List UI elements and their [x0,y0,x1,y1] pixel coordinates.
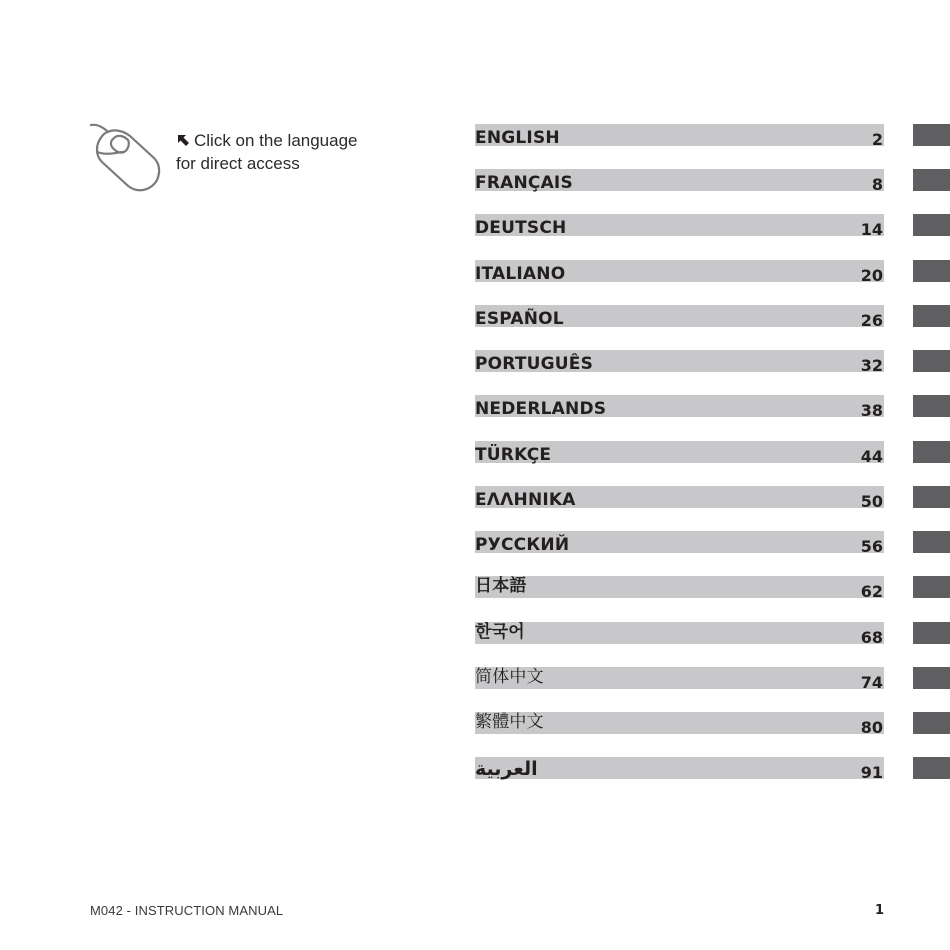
toc-bar [475,576,884,598]
toc-page-number: 91 [860,763,883,782]
toc-link-japanese[interactable] [475,576,950,599]
toc-bar [475,622,884,644]
toc-page-number: 38 [860,401,883,420]
arrow-up-left-icon [176,133,190,147]
toc-tab [913,531,950,553]
language-table-of-contents [475,0,950,800]
toc-link-turkce[interactable] [475,441,950,464]
toc-link-ellinika[interactable] [475,486,950,509]
toc-language-label: 日本語 [475,576,527,596]
toc-link-portugues[interactable] [475,350,950,373]
toc-link-english[interactable] [475,124,950,147]
toc-page-number: 80 [860,718,883,737]
toc-link-simplified-chinese[interactable] [475,667,950,690]
toc-tab [913,395,950,417]
toc-page-number: 32 [860,356,883,375]
toc-page-number: 50 [860,492,883,511]
toc-tab [913,350,950,372]
toc-page-number: 62 [860,582,883,601]
toc-language-label: PORTUGUÊS [475,354,594,374]
toc-page-number: 44 [860,447,883,466]
toc-tab [913,667,950,689]
toc-language-label: РУССКИЙ [475,535,570,555]
toc-link-espanol[interactable] [475,305,950,328]
toc-tab [913,757,950,779]
toc-language-label: DEUTSCH [475,218,567,238]
toc-page-number: 68 [860,628,883,647]
toc-link-francais[interactable] [475,169,950,192]
toc-language-label: 简体中文 [475,667,544,687]
toc-tab [913,305,950,327]
toc-page-number: 74 [860,673,883,692]
toc-language-label: ITALIANO [475,264,566,284]
hint-line-1 [176,129,358,152]
toc-link-deutsch[interactable] [475,214,950,237]
hint-text-line-2: for direct access [176,154,300,173]
navigation-hint [176,129,358,175]
toc-link-nederlands[interactable] [475,395,950,418]
toc-page-number: 20 [860,266,883,285]
toc-page-number: 56 [860,537,883,556]
toc-page-number: 14 [860,220,883,239]
mouse-icon [88,122,164,196]
toc-language-label: NEDERLANDS [475,399,607,419]
toc-tab [913,441,950,463]
toc-tab [913,214,950,236]
toc-language-label: 한국어 [475,622,525,642]
toc-language-label: ESPAÑOL [475,309,564,329]
toc-link-arabic[interactable] [475,757,950,780]
toc-link-korean[interactable] [475,622,950,645]
toc-language-label: ΕΛΛΗΝΙΚΑ [475,490,576,510]
footer-manual-title: M042 - INSTRUCTION MANUAL [90,903,284,918]
hint-text-line-1: Click on the language [194,131,358,150]
toc-link-traditional-chinese[interactable] [475,712,950,735]
toc-tab [913,576,950,598]
toc-tab [913,124,950,146]
toc-language-label: العربية [475,758,538,780]
footer-page-number: 1 [875,903,885,918]
toc-tab [913,486,950,508]
toc-page-number: 26 [860,311,883,330]
toc-language-label: ENGLISH [475,128,560,148]
toc-language-label: TÜRKÇE [475,445,552,465]
toc-page-number: 2 [871,130,883,149]
toc-link-italiano[interactable] [475,260,950,283]
toc-tab [913,712,950,734]
toc-language-label: FRANÇAIS [475,173,573,193]
toc-tab [913,260,950,282]
toc-page-number: 8 [871,175,883,194]
toc-language-label: 繁體中文 [475,712,544,732]
toc-tab [913,622,950,644]
toc-tab [913,169,950,191]
toc-link-russkiy[interactable] [475,531,950,554]
